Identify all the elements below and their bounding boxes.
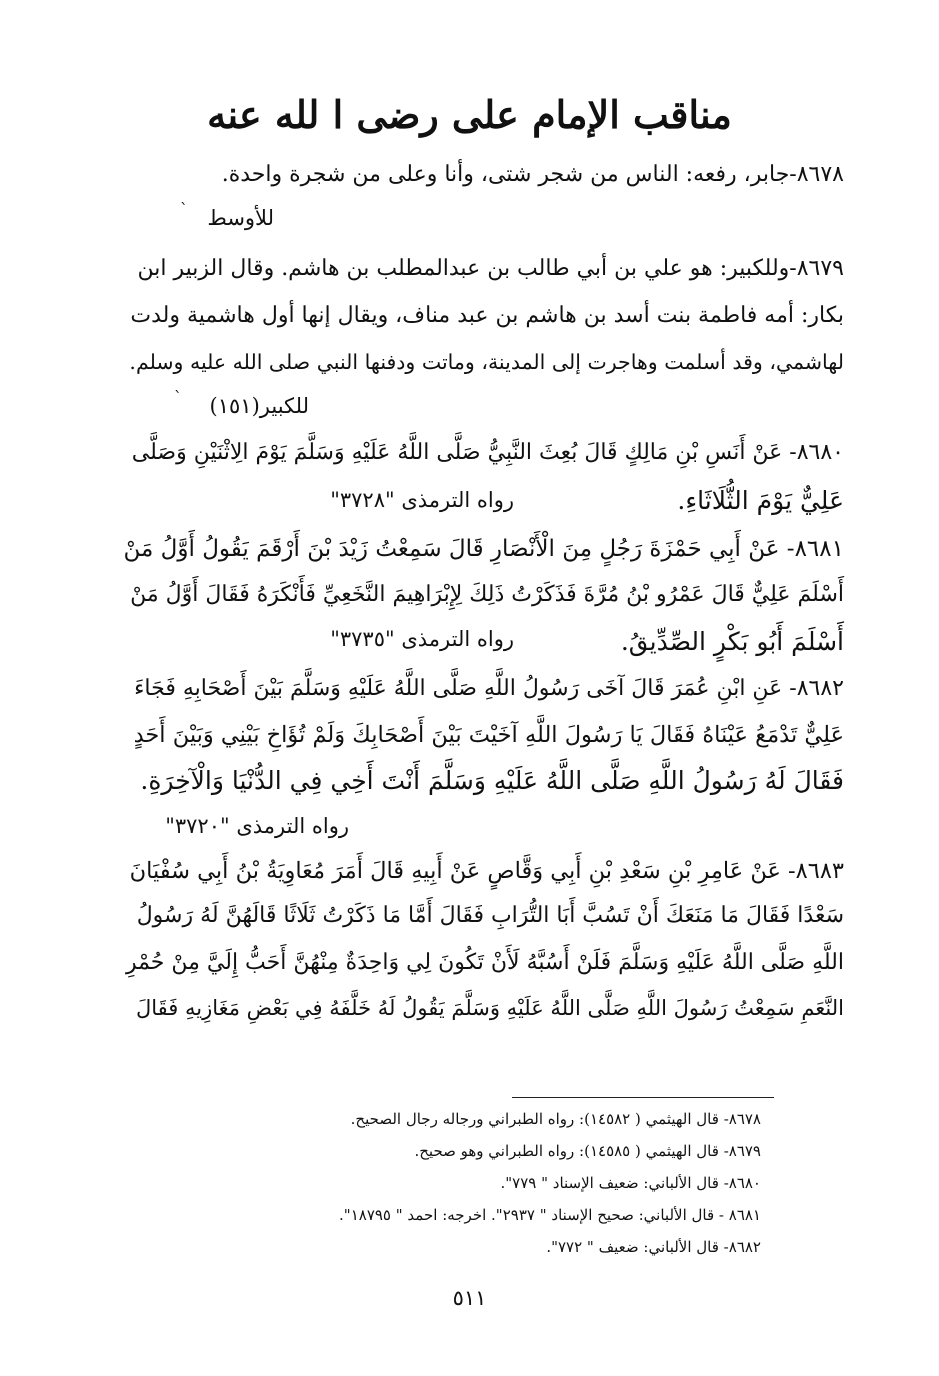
footnote-8678: ٨٦٧٨- قال الهيثمي ( ١٤٥٨٢): رواه الطبراني ورجاله رجال الصحيح. <box>350 1110 761 1128</box>
hadith-8683-line-2: سَعْدًا فَقَالَ مَا مَنَعَكَ أَنْ تَسُبَّ أَبَا التُّرَابِ فَقَالَ أَمَّا مَا ذَكَرْتُ ثَلَاثًا قَالَهُنَّ لَهُ رَسُولُ <box>136 903 844 928</box>
hadith-8681-line-3: أَسْلَمَ أَبُو بَكْرٍ الصِّدِّيقُ. <box>620 627 844 656</box>
source-tirmidhi-3728: رواه الترمذى "٣٧٢٨" <box>330 488 514 512</box>
hadith-8679-line-2: بكار: أمه فاطمة بنت أسد بن هاشم بن عبد مناف، ويقال إنها أول هاشمية ولدت <box>130 303 844 328</box>
page-title: مناقب الإمام على رضى ا لله عنه <box>207 92 732 137</box>
hadith-8683-line-4: النَّعَمِ سَمِعْتُ رَسُولَ اللَّهِ صَلَّى اللَّهُ عَلَيْهِ وَسَلَّمَ يَقُولُ لَهُ خَلَّفَهُ فِي بَعْضِ مَغَازِيهِ فَقَالَ <box>135 996 844 1020</box>
footnote-separator <box>512 1097 774 1098</box>
hadith-8679-line-1: ٨٦٧٩-وللكبير: هو علي بن أبي طالب بن عبدالمطلب بن هاشم. وقال الزبير ابن <box>137 256 844 281</box>
hadith-8683-line-1: ٨٦٨٣- عَنْ عَامِرِ بْنِ سَعْدِ بْنِ أَبِي وَقَّاصٍ عَنْ أَبِيهِ قَالَ أَمَرَ مُعَاوِيَةُ بْنُ أَبِي سُفْيَانَ <box>129 858 844 884</box>
source-lil-kabir: للكبير(١٥١) <box>209 394 309 418</box>
speck-mark: ˋ <box>180 200 188 219</box>
hadith-8678-line-1: ٨٦٧٨-جابر، رفعه: الناس من شجر شتى، وأنا وعلى من شجرة واحدة. <box>221 162 844 187</box>
source-tirmidhi-3720: رواه الترمذى "٣٧٢٠" <box>165 814 349 838</box>
hadith-8683-line-3: اللَّهِ صَلَّى اللَّهُ عَلَيْهِ وَسَلَّمَ فَلَنْ أَسُبَّهُ لَأَنْ تَكُونَ لِي وَاحِدَةٌ مِنْهُنَّ أَحَبُّ إِلَيَّ مِنْ حُمْرِ <box>125 950 844 975</box>
hadith-8681-line-1: ٨٦٨١- عَنْ أَبِي حَمْزَةَ رَجُلٍ مِنَ الْأَنْصَارِ قَالَ سَمِعْتُ زَيْدَ بْنَ أَرْقَمَ يَقُولُ أَوَّلُ مَنْ <box>123 536 844 562</box>
hadith-8680-line-1: ٨٦٨٠- عَنْ أَنَسِ بْنِ مَالِكٍ قَالَ بُعِثَ النَّبِيُّ صَلَّى اللَّهُ عَلَيْهِ وَسَلَّمَ يَوْمَ الِاثْنَيْنِ وَصَلَّى <box>131 440 844 465</box>
source-lil-awsat: للأوسط <box>207 206 274 230</box>
hadith-8682-line-2: عَلِيٌّ تَدْمَعُ عَيْنَاهُ فَقَالَ يَا رَسُولَ اللَّهِ آخَيْتَ بَيْنَ أَصْحَابِكَ وَلَمْ تُؤَاخِ بَيْنِي وَبَيْنَ أَحَدٍ <box>133 722 844 748</box>
speck-mark: ˋ <box>174 388 182 407</box>
page-number: ٥١١ <box>452 1286 487 1310</box>
footnote-8682: ٨٦٨٢- قال الألباني: ضعيف " ٧٧٢". <box>546 1238 761 1256</box>
hadith-8682-line-3: فَقَالَ لَهُ رَسُولُ اللَّهِ صَلَّى اللَّهُ عَلَيْهِ وَسَلَّمَ أَنْتَ أَخِي فِي الدُّنْيَا وَالْآخِرَةِ. <box>140 766 844 795</box>
footnote-8679: ٨٦٧٩- قال الهيثمي ( ١٤٥٨٥): رواه الطبراني وهو صحيح. <box>414 1142 761 1160</box>
hadith-8681-line-2: أَسْلَمَ عَلِيٌّ قَالَ عَمْرُو بْنُ مُرَّةَ فَذَكَرْتُ ذَلِكَ لِإِبْرَاهِيمَ النَّخَعِيِّ فَأَنْكَرَهُ فَقَالَ أَوَّلُ مَنْ <box>130 582 844 607</box>
footnote-8681: ٨٦٨١ - قال الألباني: صحيح الإسناد " ٢٩٣٧". اخرجه: احمد " ١٨٧٩٥". <box>339 1206 761 1224</box>
hadith-8682-line-1: ٨٦٨٢- عَنِ ابْنِ عُمَرَ قَالَ آخَى رَسُولُ اللَّهِ صَلَّى اللَّهُ عَلَيْهِ وَسَلَّمَ بَيْنَ أَصْحَابِهِ فَجَاءَ <box>134 676 844 701</box>
footnote-8680: ٨٦٨٠- قال الألباني: ضعيف الإسناد " ٧٧٩". <box>500 1174 761 1192</box>
source-tirmidhi-3735: رواه الترمذى "٣٧٣٥" <box>330 627 514 651</box>
hadith-8680-line-2: عَلِيٌّ يَوْمَ الثُّلَاثَاءِ. <box>677 486 844 515</box>
hadith-8679-line-3: لهاشمي، وقد أسلمت وهاجرت إلى المدينة، وماتت ودفنها النبي صلى الله عليه وسلم. <box>129 350 844 374</box>
